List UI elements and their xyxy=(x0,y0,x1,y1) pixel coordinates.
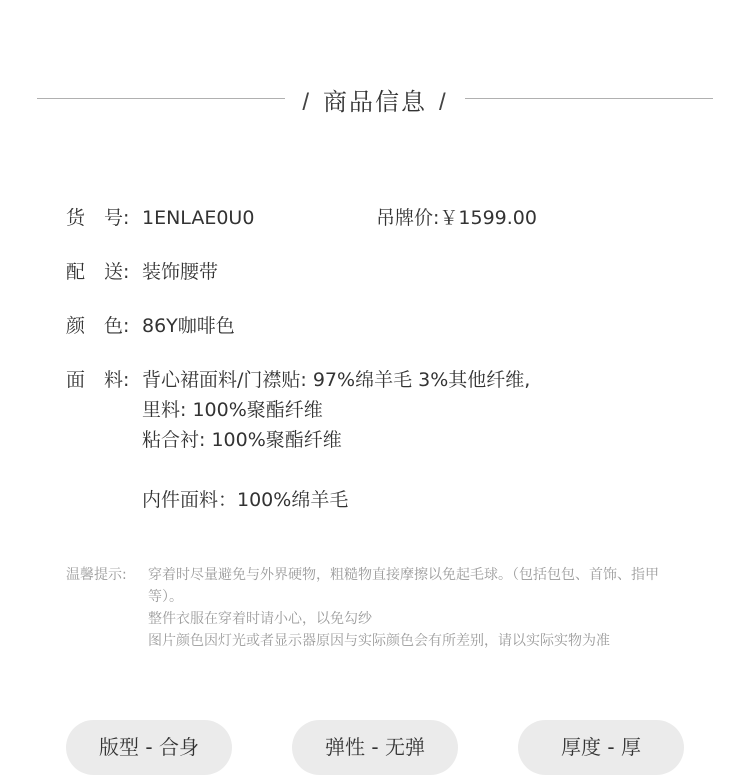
fit-attribute-pill: 版型 - 合身 xyxy=(66,720,232,775)
title-slash-left: / xyxy=(302,89,311,116)
material-row xyxy=(66,365,142,395)
section-title-text: 商品信息 xyxy=(323,88,427,116)
material-line-1: 背心裙面料/门襟贴: 97%绵羊毛 3%其他纤维, xyxy=(142,369,531,391)
color-label xyxy=(66,311,142,341)
delivery-label xyxy=(66,257,142,287)
item-number-label xyxy=(66,203,142,233)
material-line-3: 粘合衬: 100%聚酯纤维 xyxy=(142,429,342,451)
title-slash-right: / xyxy=(439,89,448,116)
tag-price-row xyxy=(376,203,537,233)
tag-price-value: ￥1599.00 xyxy=(439,207,537,229)
title-divider-right xyxy=(465,98,713,99)
delivery-value: 装饰腰带 xyxy=(142,261,219,283)
material-label-char1: 面 xyxy=(66,369,86,391)
color-label-char2: 色: xyxy=(104,315,130,337)
tip-line-2: 整件衣服在穿着时请小心，以免勾纱 xyxy=(148,611,372,627)
tip-line-3: 图片颜色因灯光或者显示器原因与实际颜色会有所差别，请以实际实物为准 xyxy=(148,633,610,649)
item-number-row xyxy=(66,203,254,233)
tips-body xyxy=(148,564,678,652)
item-number-value: 1ENLAE0U0 xyxy=(142,207,255,229)
item-number-label-char1: 货 xyxy=(66,207,86,229)
delivery-row xyxy=(66,257,218,287)
section-title xyxy=(285,82,465,117)
tips-label: 温馨提示: xyxy=(66,567,127,583)
title-divider-left xyxy=(37,98,285,99)
item-number-label-char2: 号: xyxy=(104,207,130,229)
material-label-char2: 料: xyxy=(104,369,130,391)
color-label-char1: 颜 xyxy=(66,315,86,337)
material-line-4: 内件面料：100%绵羊毛 xyxy=(142,489,349,511)
delivery-label-char1: 配 xyxy=(66,261,86,283)
material-label xyxy=(66,365,142,395)
color-value: 86Y咖啡色 xyxy=(142,315,235,337)
thickness-attribute-pill: 厚度 - 厚 xyxy=(518,720,684,775)
color-row xyxy=(66,311,235,341)
material-line-2: 里料: 100%聚酯纤维 xyxy=(142,399,323,421)
tip-line-1: 穿着时尽量避免与外界硬物，粗糙物直接摩擦以免起毛球。（包括包包、首饰、指甲等）。 xyxy=(148,567,659,605)
delivery-label-char2: 送: xyxy=(104,261,130,283)
elasticity-attribute-pill: 弹性 - 无弹 xyxy=(292,720,458,775)
tag-price-label: 吊牌价: xyxy=(376,207,440,229)
